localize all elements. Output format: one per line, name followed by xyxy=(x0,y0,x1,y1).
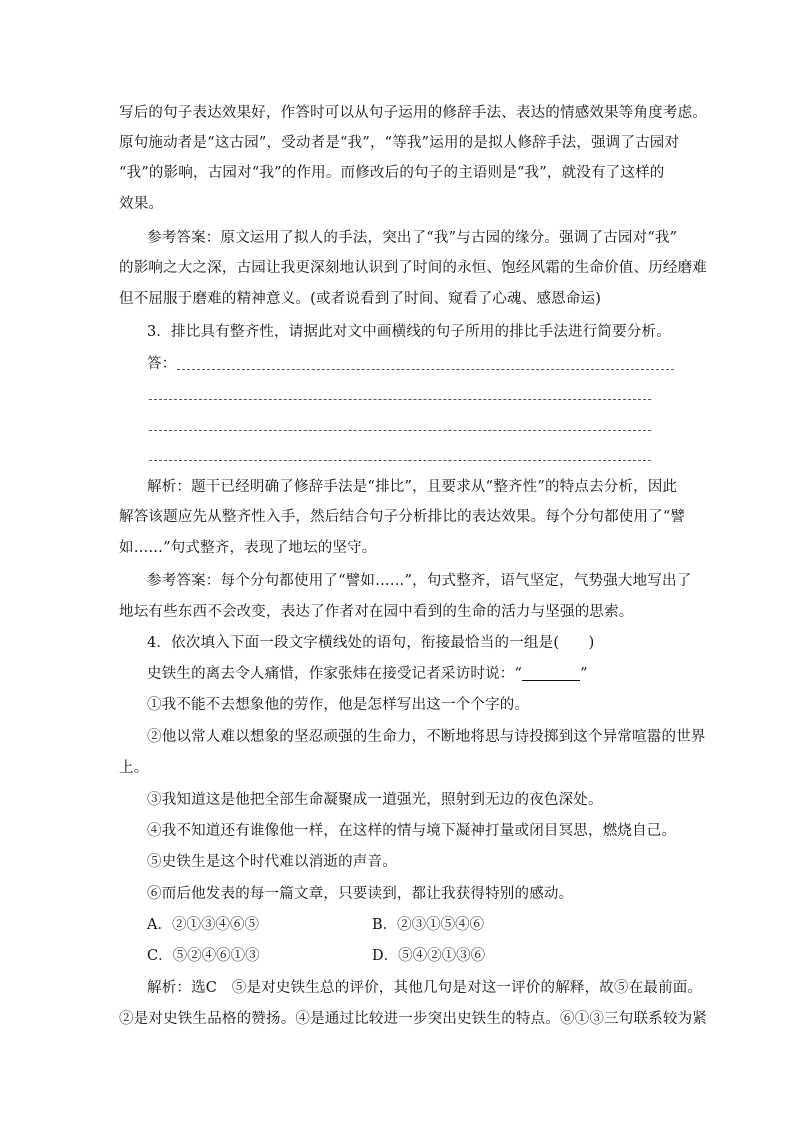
option-b[interactable]: B．②③①⑤④⑥ xyxy=(372,917,485,933)
sentence-item: ⑥而后他发表的每一篇文章，只要读到，都让我获得特别的感动。 xyxy=(147,886,574,902)
answer-blank-line[interactable] xyxy=(149,399,651,400)
analysis-line: 如……”句式整齐，表现了地坛的坚守。 xyxy=(119,540,377,556)
sentence-item: 上。 xyxy=(119,760,149,776)
sentence-item: ③我知道这是他把全部生命凝聚成一道强光，照射到无边的夜色深处。 xyxy=(147,792,603,808)
answer-blank-line[interactable] xyxy=(149,460,651,461)
sentence-item: ②他以常人难以想象的坚忍顽强的生命力，不断地将思与诗投掷到这个异常喧嚣的世界 xyxy=(147,729,706,745)
paragraph-line: 写后的句子表达效果好，作答时可以从句子运用的修辞手法、表达的情感效果等角度考虑。 xyxy=(119,105,707,121)
question-4-intro xyxy=(147,664,679,684)
answer-line: 的影响之大之深，古园让我更深刻地认识到了时间的永恒、饱经风霜的生命价值、历经磨难 xyxy=(119,260,707,276)
answer-label: 答： xyxy=(147,356,177,372)
option-d[interactable]: D．⑤④②①③⑥ xyxy=(372,948,486,964)
paragraph-line: 原句施动者是“这古园”，受动者是“我”，“等我”运用的是拟人修辞手法，强调了古园对 xyxy=(119,135,680,151)
sentence-item: ⑤史铁生是这个时代难以消逝的声音。 xyxy=(147,854,397,870)
paragraph-line: 效果。 xyxy=(119,196,164,212)
intro-text: 史铁生的离去令人痛惜，作家张炜在接受记者采访时说：“ xyxy=(147,666,523,682)
analysis-line: 解析：选C ⑤是对史铁生总的评价，其他几句是对这一评价的解释，故⑤在最前面。 xyxy=(147,980,703,996)
option-a[interactable]: A．②①③④⑥⑤ xyxy=(147,917,259,933)
answer-line: 但不屈服于磨难的精神意义。(或者说看到了时间、窥看了心魂、感恩命运) xyxy=(119,291,602,307)
answer-blank-line[interactable] xyxy=(177,369,674,370)
intro-close-quote: ” xyxy=(580,666,588,682)
answer-line: 参考答案：原文运用了拟人的手法，突出了“我”与古园的缘分。强调了古园对“我” xyxy=(147,230,678,246)
analysis-line: 解答该题应先从整齐性入手，然后结合句子分析排比的表达效果。每个分句都使用了“譬 xyxy=(119,509,686,525)
option-c[interactable]: C．⑤②④⑥①③ xyxy=(147,948,260,964)
answer-blank-line[interactable] xyxy=(149,430,651,431)
analysis-line: ②是对史铁生品格的赞扬。④是通过比较进一步突出史铁生的特点。⑥①③三句联系较为紧 xyxy=(119,1011,707,1027)
question-3: 3．排比具有整齐性，请据此对文中画横线的句子所用的排比手法进行简要分析。 xyxy=(147,324,671,340)
fill-blank[interactable] xyxy=(522,666,580,681)
analysis-line: 解析：题干已经明确了修辞手法是“排比”，且要求从“整齐性”的特点去分析，因此 xyxy=(147,479,678,495)
sentence-item: ①我不能不去想象他的劳作，他是怎样写出这一个个字的。 xyxy=(147,697,530,713)
answer-line: 地坛有些东西不会改变，表达了作者对在园中看到的生命的活力与坚强的思索。 xyxy=(119,604,634,620)
paragraph-line: “我”的影响，古园对“我”的作用。而修改后的句子的主语则是“我”，就没有了这样的 xyxy=(119,165,665,181)
sentence-item: ④我不知道还有谁像他一样，在这样的情与境下凝神打量或闭目冥思，燃烧自己。 xyxy=(147,823,677,839)
answer-line: 参考答案：每个分句都使用了“譬如……”，句式整齐，语气坚定，气势强大地写出了 xyxy=(147,573,692,589)
question-4: 4．依次填入下面一段文字横线处的语句，衔接最恰当的一组是( ) xyxy=(147,635,595,651)
